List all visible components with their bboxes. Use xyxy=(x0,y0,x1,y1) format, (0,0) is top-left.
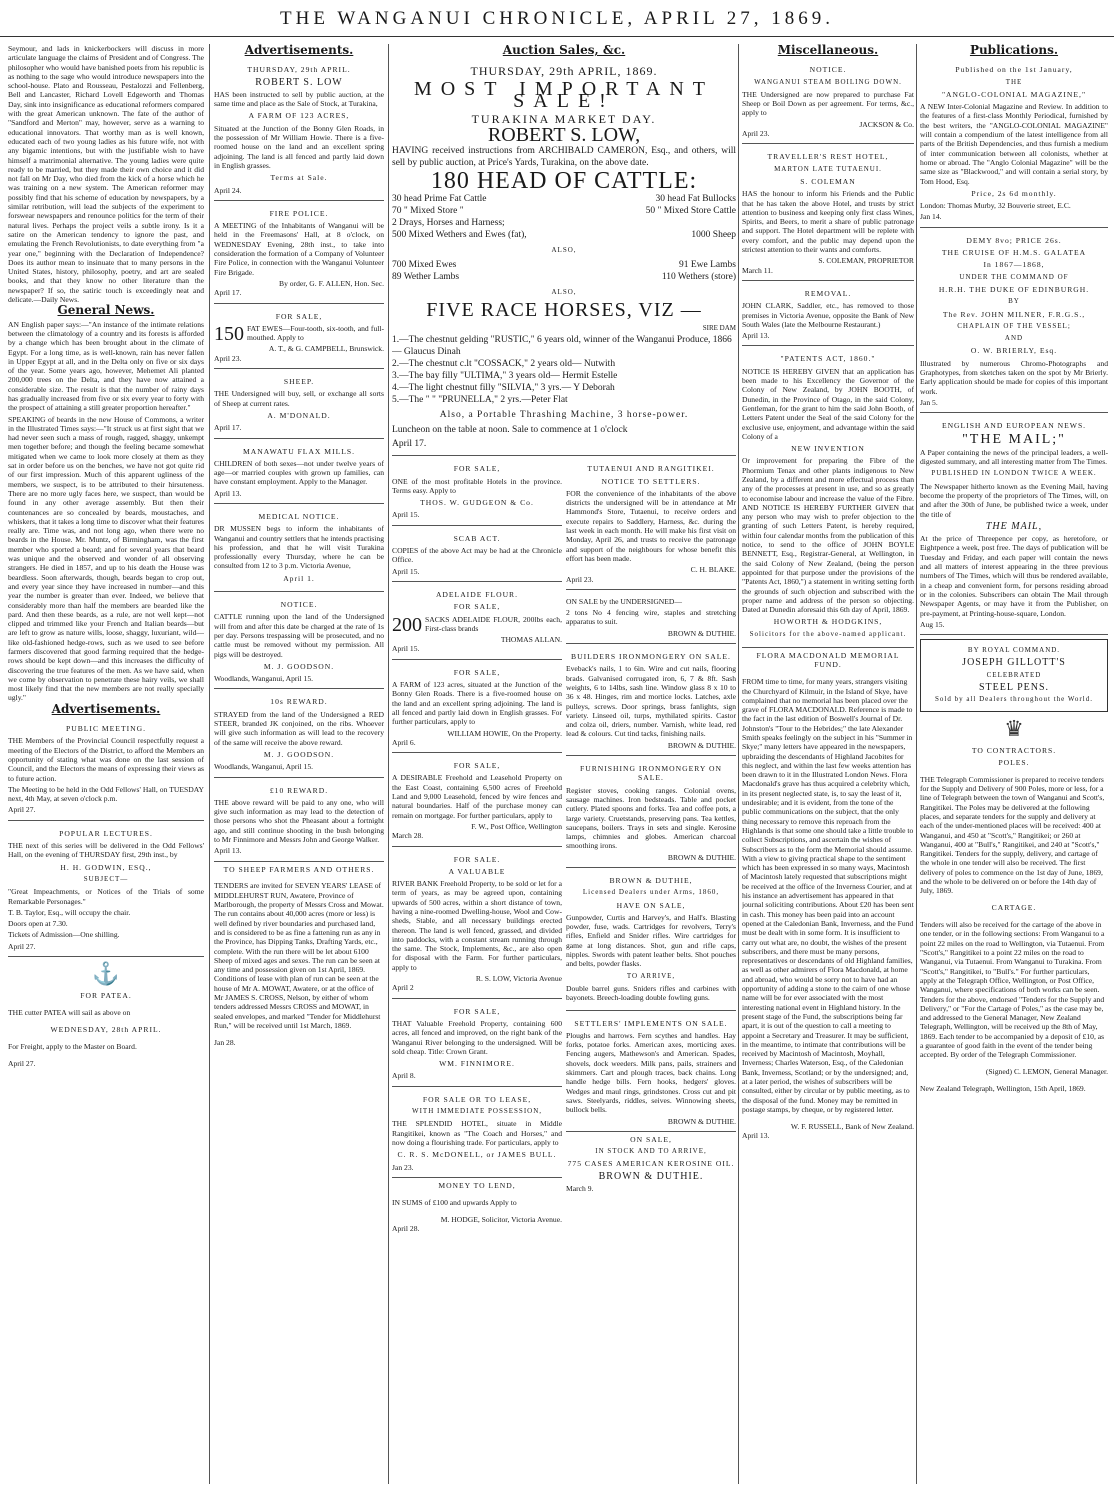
terms: Terms at Sale. xyxy=(270,173,328,183)
section-heading-publications: Publications. xyxy=(969,44,1059,57)
horses-list xyxy=(392,334,736,406)
sheep-line xyxy=(392,271,736,283)
ad-body: THE Undersigned are now prepared to purchase Fat Sheep or Boil Down as per agreement. For terms, &c., apply to xyxy=(742,89,914,118)
ad-signature: THOS. W. GUDGEON & Co. xyxy=(420,498,534,508)
ad-signature: W. F. RUSSELL, Bank of New Zealand. xyxy=(790,1121,914,1131)
auctioneer-name: ROBERT S. LOW xyxy=(255,76,343,88)
ad-date: April 8. xyxy=(392,1071,416,1081)
auctioneer-name: ROBERT S. LOW, xyxy=(487,124,641,147)
column-5-publications xyxy=(920,44,1108,1484)
ad-arms-dealers xyxy=(566,870,736,1011)
masthead-title: THE WANGANUI CHRONICLE, APRIL 27, 1869. xyxy=(280,8,834,29)
mail-title: THE MAIL, xyxy=(985,520,1043,532)
cattle-line-cell: 50 " Mixed Store Cattle xyxy=(645,206,736,217)
ad-date: April 27. xyxy=(8,941,36,951)
ad-flora-macdonald-fund xyxy=(742,651,914,1140)
ad-title: NOTICE. xyxy=(809,65,847,75)
ad-item-list: Register stoves, cooking ranges. Colonial ovens, sausage machines. Iron bedsteads. Table and pocket cutlery. Plated spoons and forks. Tea and coffee pots, a large variety. Cruetstands, preserving pans. Tea kettles, saucepans, boilers. Trays in sets and single. Kerosine lamps, chimnies and globes. American charcoal smoothing irons. xyxy=(566,785,736,851)
horses-headline: FIVE RACE HORSES, VIZ — xyxy=(426,299,702,322)
ad-date: April 27. xyxy=(8,805,36,815)
ad-body: A DESIRABLE Freehold and Leasehold Property on the East Coast, containing 6,500 acres of Freehold Land and 9,000 Leasehold, fenced by wire fences and natural boundaries. Half of the purchase money can remain on mortgage. For further particulars, apply to xyxy=(392,773,562,820)
ad-body: THAT Valuable Freehold Property, containing 600 acres, all fenced and improved, on the right bank of the Wanganui River belonging to the undersigned. Will be sold cheap. Title: Crown Grant. xyxy=(392,1018,562,1056)
ad-place: Woodlands, Wanganui, April 15. xyxy=(214,674,314,684)
ad-farm-auction xyxy=(214,59,384,201)
ad-title: SETTLERS' IMPLEMENTS ON SALE. xyxy=(574,1018,728,1028)
author-role: CHAPLAIN OF THE VESSEL; xyxy=(957,321,1071,330)
cattle-list xyxy=(392,193,736,241)
ad-title: TO CONTRACTORS. xyxy=(971,745,1057,755)
ad-title: FIRE POLICE. xyxy=(269,208,329,218)
cattle-headline: 180 HEAD OF CATTLE: xyxy=(430,168,698,195)
sire-dam-label: SIRE DAM xyxy=(702,324,736,333)
ad-most-important-sale xyxy=(392,59,736,456)
news-item-beards: SPEAKING of beards in the new House of Commons, a writer in the Illustrated Times says:—"It struck us at first sight that we had never seen such a mass of rough, ragged, shaggy, unkempt men together before; and though the feeling became somewhat mitigated when we came to look more closely at them as they sat in order before us on the benches, we have not got quite rid of our first impression. Much of this apparent ugliness of the members, we suspect, is to be attributed to their hirsuteness. There are no more ugly faces here, we suspect, than would be found in any other average assembly. But then their countenances are so concealed by beards, moustaches, and whiskers, that it takes a long time to discover what their features really are. Time was, and not long ago, when there were no beards in the House. Mr. Muntz, of Birmingham, was the first member who sported a beard; and for several years that beard was unique and the observed and wonder of all observing strangers. He died in 1857, and up to his death the House was beardless. Soon afterwards, though, beards began to crop out, and every year since they have increased in number—and this year the number is greater than ever. Indeed, we believe that considerably more than half the members are bearded like the pard. And then these beards, as a rule, are not well kept—not clipped and trimmed like your French and Italian beards—but are left to grow as nature wills, loose, shaggy, luxuriant, wild—like old-fashioned hedge-rows, such as we used to see before farmers discovered that good farming required that the hedge-rows should be kept down—and this increases the difficulty of discovering the true features of the men. As we have said, when we come by observation to penetrate these hairy veils, we shall most likely find that the new members are not really specially ugly." xyxy=(8,414,204,703)
ad-date: April 23. xyxy=(214,353,242,363)
luncheon-note: Luncheon on the table at noon. Sale to commence at 1 o'clock xyxy=(392,425,628,436)
ad-subtitle: WANGANUI STEAM BOILING DOWN. xyxy=(754,77,902,86)
ad-date: Jan 28. xyxy=(214,1037,236,1047)
ad-body: THE next of this series will be delivered in the Odd Fellows' Hall, on the evening of THURSDAY first, 29th inst., by xyxy=(8,841,204,860)
ad-farm-for-sale xyxy=(392,662,562,753)
auction-left-subcolumn xyxy=(392,458,562,1233)
ad-body: ON SALE by the UNDERSIGNED— xyxy=(566,596,683,606)
ad-body: Or improvement for preparing the Fibre of the Phormium Tenax and other plants indigenous to New Zealand, by a different and more effectual process than any of the processes at present in use, and so as greatly to economise labour and increase the value of the Fibre. AND NOTICE IS HEREBY FURTHER GIVEN that any person who may wish to prefer objection to the granting of such Letters Patent, is hereby required, within four calendar months from the publication of this notice, to send to the office of JOHN BOYLE BENNETT, Esq., Registrar-General, at Wellington, in the said Colony of New Zealand, (being the person appointed for that purpose under the provisions of the "Patents Act, 1860,") a statement in writing setting forth the grounds of such objection and subscribed with the proper name and address of the person so objecting. Dated at Dunedin aforesaid this 6th day of April, 1869. xyxy=(742,456,914,615)
ad-title: REMOVAL. xyxy=(804,288,852,298)
ad-body: COPIES of the above Act may be had at the Chronicle Office. xyxy=(392,546,562,565)
subject-label: SUBJECT— xyxy=(83,874,129,883)
sheep-line xyxy=(392,259,736,271)
sheep-line-cell: 700 Mixed Ewes xyxy=(392,260,457,271)
ad-river-bank-property xyxy=(392,849,562,999)
section-heading-advertisements: Advertisements. xyxy=(51,701,161,716)
ad-title: SHEEP. xyxy=(283,377,315,387)
ad-signature: BROWN & DUTHIE. xyxy=(598,1170,704,1182)
ad-date: Jan 14. xyxy=(920,212,942,222)
ad-furnishing-ironmongery xyxy=(566,758,736,868)
horse-line: 3.—The bay filly "ULTIMA," 3 years old— Hermit Estelle xyxy=(392,371,618,382)
section-heading-general-news: General News. xyxy=(57,303,155,318)
author-name: O. W. BRIERLY, Esq. xyxy=(970,346,1058,356)
ad-date: April 15. xyxy=(392,566,420,576)
ad-date: April 23. xyxy=(742,129,770,139)
masthead xyxy=(0,6,1114,37)
ad-signature: BROWN & DUTHIE. xyxy=(667,852,736,862)
farm-title: A FARM OF 123 ACRES, xyxy=(248,111,350,121)
ad-title: "ANGLO-COLONIAL MAGAZINE," xyxy=(941,89,1087,99)
ad-subtitle: POLES. xyxy=(998,757,1030,767)
ad-body: ONE of the most profitable Hotels in the province. Terms easy. Apply to xyxy=(392,476,562,495)
ad-title: FLORA MACDONALD MEMORIAL FUND. xyxy=(756,651,900,670)
ad-builders-ironmongery xyxy=(566,646,736,756)
ad-fencing-wire xyxy=(566,592,736,644)
ad-patents-act xyxy=(742,348,914,648)
ad-title: BUILDERS IRONMONGERY ON SALE. xyxy=(571,652,731,662)
ad-signature: BROWN & DUTHIE. xyxy=(667,740,736,750)
ad-title: MONEY TO LEND, xyxy=(438,1180,516,1190)
cattle-line-cell: 30 head Fat Bullocks xyxy=(655,194,736,205)
ad-body: RIVER BANK Freehold Property, to be sold or let for a term of years, as may be agreed upon, containing upwards of 500 acres, within a short distance of town, having a nine-roomed Dwelling-house, Wool and Cow-sheds, Stable, and all necessary buildings erected thereon. The land is well fenced, grassed, and divided into paddocks, with a constant stream running through the same. The Stock, Implements, &c., are also open for disposal with the Farm. For further particulars, apply to xyxy=(392,879,562,972)
ad-product: STEEL PENS. xyxy=(978,682,1050,694)
ad-body: HAS been instructed to sell by public auction, at the same time and place as the Sale of Stock, at Turakina, xyxy=(214,89,384,109)
ad-subtitle: UNDER THE COMMAND OF xyxy=(959,272,1069,281)
ad-item-list: Double barrel guns. Sniders rifles and carbines with bayonets. Breech-loading double fowling guns. xyxy=(566,983,736,1003)
cattle-line-cell: 1000 Sheep xyxy=(691,230,736,241)
ad-subtitle: H.R.H. THE DUKE OF EDINBURGH. xyxy=(938,284,1090,294)
sale-intro: HAVING received instructions from ARCHIBALD CAMERON, Esq., and others, will sell by public auction, at Price's Yards, Turakina, on the above date. xyxy=(392,146,736,169)
ad-signature: R. S. LOW, Victoria Avenue xyxy=(475,974,562,984)
ad-title: FOR SALE, xyxy=(453,761,501,771)
ad-adelaide-flour xyxy=(392,584,562,660)
ad-cattle-notice xyxy=(214,594,384,689)
ad-signature: HOWORTH & HODGKINS, xyxy=(773,617,883,627)
ad-signature: A. M'DONALD. xyxy=(267,410,331,420)
ad-signature-role: Solicitors for the above-named applicant. xyxy=(749,629,907,638)
ad-date: March 11. xyxy=(742,265,773,275)
ad-date: April 28. xyxy=(392,1223,420,1233)
ad-signature: S. COLEMAN, PROPRIETOR xyxy=(818,256,914,266)
ad-item-list: Eveback's nails, 1 to 6in. Wire and cut nails, flooring brads. Galvanised corrugated iron, 6, 7 & 8ft. Sash weights, 6 to 14lbs, sash line. Window glass 8 x 10 to 36 x 48. Hinges, rim and mortice locks. Latches, axle pulleys, screws. Door springs, brass fanlights, sign variety. Linseed oil, turps, mythilated spirits. Castor and colza oil, driers, number. Varnish, white lead, red lead & colours. Cut tind tacks, finishing nails. xyxy=(566,664,736,739)
ad-subtitle: In 1867—1868, xyxy=(983,260,1045,270)
lecturer-name: H. H. GODWIN, ESQ., xyxy=(60,862,152,872)
ad-title: BROWN & DUTHIE, xyxy=(609,875,693,885)
column-rule xyxy=(738,44,739,1484)
ad-signature: BROWN & DUTHIE. xyxy=(667,628,736,638)
ad-body: DR MUSSEN begs to inform the inhabitants of Wanganui and country settlers that he intends practising his profession, and that he will visit Turakina professionally every Thursday, where he can be consulted from 12 to 3 p.m. Victoria Avenue, xyxy=(214,524,384,571)
cattle-line-cell: 30 head Prime Fat Cattle xyxy=(392,194,487,205)
ad-footer: Sold by all Dealers throughout the World. xyxy=(935,695,1093,704)
ad-subtitle: A VALUABLE xyxy=(448,866,506,876)
cattle-line xyxy=(392,229,736,241)
ad-title: ON SALE, xyxy=(630,1134,672,1144)
royal-command: BY ROYAL COMMAND. xyxy=(967,646,1061,655)
ad-body: A FARM of 123 acres, situated at the Junction of the Bonny Glen Roads. There is a five-roomed house on the land and an excellent spring adjoining. The land is all fenced and partly laid down in English grasses. For further particulars, apply to xyxy=(392,680,562,727)
sheep-line-cell: 110 Wethers (store) xyxy=(661,272,736,283)
horse-line: 2.—The chestnut c.lt "COSSACK," 2 years old— Nutwith xyxy=(392,359,616,370)
ad-subtitle: TO ARRIVE, xyxy=(626,971,676,980)
ad-date: April 13. xyxy=(742,1131,770,1141)
ad-subtitle: FOR SALE, xyxy=(453,602,501,612)
publisher: London: Thomas Murby, 32 Bouverie street, E.C. xyxy=(920,201,1071,211)
also-label: ALSO, xyxy=(551,246,577,255)
horse-line: 5.—The " " "PRUNELLA," 2 yrs.—Peter Flat xyxy=(392,395,568,406)
ad-body: FOR the convenience of the inhabitants of the above districts the undersigned will be in attendance at Mr Hammond's Store, Tutaenui, to receive orders and execute repairs to Saddlery, Harness, &c. during the last week in each month. He will make his first visit on Monday, April 26, and trusts to receive the patronage and support of the neighbours for whose benefit this effort has been made. xyxy=(566,488,736,563)
ad-body: THE above reward will be paid to any one, who will give such information as may lead to the detection of those persons who shot the Pheasant about a fortnight ago, and still continue shooting in the bush belonging to Mr Finnimore and Messrs John and George Walker. xyxy=(214,797,384,844)
ad-signature: By order, G. F. ALLEN, Hon. Sec. xyxy=(279,278,384,288)
column-1 xyxy=(8,44,204,1484)
column-rule xyxy=(388,44,389,1484)
ad-to-contractors xyxy=(920,716,1108,1094)
publication-date: Published on the 1st January, xyxy=(955,65,1073,75)
ad-date: April 17. xyxy=(392,439,427,450)
ad-title: "PATENTS ACT, 1860." xyxy=(780,354,876,364)
author-name: The Rev. JOHN MILNER, F.R.G.S., xyxy=(942,309,1086,319)
ad-scab-act xyxy=(392,528,562,582)
ad-date: April 13. xyxy=(742,331,770,341)
ad-subtitle: HAVE ON SALE, xyxy=(616,900,686,910)
ad-signature: A. T., & G. CAMPBELL, Brunswick. xyxy=(268,344,384,354)
sale-headline: MOST IMPORTANT SALE! xyxy=(413,78,715,113)
flour-count: 200 xyxy=(392,613,422,636)
ad-body: CATTLE running upon the land of the Undersigned will from and after this date be charged at the rate of 1s per day. Persons trespassing will be prosecuted, and no cattle must be removed without my permission. All pigs will be destroyed. xyxy=(214,612,384,659)
ad-date: April 1. xyxy=(283,573,315,583)
ad-date: April 17. xyxy=(214,288,242,298)
ad-body: HAS the honour to inform his Friends and the Public that he has taken the above Hotel, and trusts by strict attention to business and keeping only first class Wines, Spirits, and Beers, to merit a share of public patronage and support. The Hotel department will be replete with every comfort, and the public may depend upon the strictest attention to their wants and comforts. xyxy=(742,189,914,255)
ad-subtitle: Licensed Dealers under Arms, 1860, xyxy=(582,888,720,897)
sheep-line-cell: 91 Ewe Lambs xyxy=(679,260,736,271)
ad-title: NOTICE. xyxy=(280,600,318,610)
ad-anglo-colonial-magazine xyxy=(920,59,1108,227)
ad-signature: C. H. BLAKE. xyxy=(690,565,736,575)
ad-for-patea xyxy=(8,961,204,1068)
ad-title: THE CRUISE OF H.M.S. GALATEA xyxy=(941,248,1087,258)
ad-title: £10 REWARD. xyxy=(269,785,329,795)
chair-note: T. B. Taylor, Esq., will occupy the chair. xyxy=(8,907,131,917)
ad-body: At the price of Threepence per copy, as heretofore, or Eightpence a week, post free. The days of publication will be Tuesday and Friday, and each paper will contain the news and all matters of interest appearing in the three previous numbers of The Times, which will thus be rendered available, in a cheap and convenient form, for persons residing abroad or in the colonies. Subscribers can obtain The Mail through Newspaper Agents, or may have it from the Publisher, on pre-payment, at Printing-house-square, London. xyxy=(920,534,1108,618)
ad-body: SACKS ADELAIDE FLOUR, 200lbs each, First-class brands xyxy=(425,614,562,633)
ad-signature: M. HODGE, Solicitor, Victoria Avenue. xyxy=(440,1214,562,1224)
ad-date: March 28. xyxy=(392,831,424,841)
ad-body: Illustrated by numerous Chromo-Photographs and Graphotypes, from sketches taken on the spot by Mr Brierly. Early application should be made for copies of this important work. xyxy=(920,358,1108,396)
ad-subtitle: IN STOCK AND TO ARRIVE, xyxy=(595,1147,707,1156)
ad-body: THE Undersigned will buy, sell, or exchange all sorts of Sheep at current rates. xyxy=(214,389,384,408)
ad-body: NOTICE IS HEREBY GIVEN that an application has been made to his Excellency the Governor of the Colony of New Zealand, by JOHN BOOTH, of Dunedin, in the Province of Otago, in the said Colony, Gentleman, for the grant to him the said John Booth, of Letters Patent under the Seal of the said Colony for the exclusive use, enjoyment, and advantage within the said Colony of a xyxy=(742,366,914,441)
ad-date: Jan 5. xyxy=(920,397,938,407)
ship-icon: ⚓ xyxy=(92,961,120,987)
ad-body: THE SPLENDID HOTEL, situate in Middle Rangitikei, known as "The Coach and Horses," and now doing a flourishing trade. For particulars, apply to xyxy=(392,1119,562,1147)
ad-signature: F. W., Post Office, Wellington xyxy=(471,821,562,831)
column-rule xyxy=(916,44,917,1484)
ad-body: STRAYED from the land of the Undersigned a RED STEER, branded JK conjoined, on the ribs. Whoever will give such information as will lead to the recovery of the same will receive the above reward. xyxy=(214,709,384,747)
ad-signature: THOMAS ALLAN. xyxy=(500,635,562,645)
ad-title: FOR SALE, xyxy=(453,667,501,677)
ad-body: The Meeting to be held in the Odd Fellows' Hall, on TUESDAY next, 4th May, at seven o'clock p.m. xyxy=(8,784,204,804)
ad-signature: M. J. GOODSON. xyxy=(263,661,335,671)
ad-10s-reward xyxy=(214,691,384,777)
section-heading-advertisements: Advertisements. xyxy=(244,44,354,57)
cattle-line-cell: 70 " Mixed Store " xyxy=(392,206,464,217)
column-rule xyxy=(209,44,210,1484)
ad-body: THE cutter PATEA will sail as above on xyxy=(8,1007,131,1017)
ad-flax-mills xyxy=(214,441,384,504)
section-heading-auction-sales: Auction Sales, &c. xyxy=(502,44,626,57)
ad-title: MANAWATU FLAX MILLS. xyxy=(243,446,355,456)
ad-subtitle: CELEBRATED xyxy=(986,670,1042,679)
ad-tutaenui-rangitikei xyxy=(566,458,736,590)
ad-body: Tenders will also be received for the cartage of the above in one tender, or in the following sections: From Wanganui to a point 22 miles on the road to Wellington, via Tutaenui. From "Scott's," Rangitikei to a point 22 miles on the road to Wanganui, via Tutaenui. From Wanganui to Turakina. From "Scott's," Rangitikei, to "Bull's." For further particulars, apply at the Telegraph Office, Wellington, or Post Office, Wanganui, where specifications of both works can be seen. Tenders for the above, endorsed "Tenders for the Supply and Delivery," or "For the Cartage of Poles," as the case may be, and addressed to the General Manager, New Zealand Telegraph, Wellington, will be received up the 8th of May, 1869. Each tender to be accompanied by a deposit of £10, as a guarantee of good faith in the event of the tender being accepted. By order of the Telegraph Commissioner. xyxy=(920,920,1105,1060)
ad-date: April 13. xyxy=(214,488,242,498)
royal-crest-icon: ♛ xyxy=(1004,715,1024,741)
ad-fire-police xyxy=(214,203,384,304)
sheep-list xyxy=(392,259,736,283)
ad-date: April 15. xyxy=(392,644,420,654)
ad-item-list: Gunpowder, Curtis and Harvey's, and Hall's. Blasting powder, fuse, wads. Cartridges for revolvers, Terry's rifles, Enfield and Snider rifles. Wire cartridges for game at long distances. Shot, gun and rifle caps, nipples. Swords with patent leather belts. Shot pouches and belts, powder flasks. xyxy=(566,912,736,969)
sheep-line-cell: 89 Wether Lambs xyxy=(392,272,460,283)
ad-title: FOR SALE OR TO LEASE, xyxy=(422,1094,532,1104)
ad-body: A MEETING of the Inhabitants of Wanganui will be held in the Freemasons' Hall, at 8 o'clock, on WEDNESDAY Evening, 28th inst., to take into consideration the formation of a Company of Volunteer Fire Police, in connection with the Wanganui Volunteer Fire Brigade. xyxy=(214,221,384,277)
ad-place: Woodlands, Wanganui, April 15. xyxy=(214,762,314,772)
mail-title: "THE MAIL;" xyxy=(962,431,1066,447)
ad-subtitle: PUBLISHED IN LONDON TWICE A WEEK. xyxy=(931,469,1097,478)
freight-note: For Freight, apply to the Master on Board. xyxy=(8,1041,137,1051)
ad-body: THE Members of the Provincial Council respectfully request a meeting of the Electors of the District, to afford the Members an opportunity of stating what was done on the last session of Council, and the Electors the means of expressing their views as to future action. xyxy=(8,736,204,783)
ad-place: New Zealand Telegraph, Wellington, 15th April, 1869. xyxy=(920,1084,1086,1094)
ad-title: ENGLISH AND EUROPEAN NEWS. xyxy=(941,421,1087,431)
ad-body: Situated at the Junction of the Bonny Glen Roads, in the possession of Mr William Howie. There is a five-roomed house on the land and an excellent spring adjoining. The land is all fenced and partly laid down in English grasses. xyxy=(214,123,384,170)
column-3-auction-sales xyxy=(392,44,736,1484)
ad-body: A Paper containing the news of the principal leaders, a well-digested summary, and all interesting matter from The Times. xyxy=(920,447,1108,467)
ad-popular-lectures xyxy=(8,823,204,957)
ad-the-mail xyxy=(920,415,1108,635)
ad-item-list: Ploughs and harrows. Fern scythes and handles. Hay forks, potatoe forks. American axes, morticing axes. Fencing augers, Mathewson's and American. Spades, shovels, dock weeders. Milk pans, pails, strainers and skimmers. Cart and plough traces, back chains. Long handle hedge bills. Fern hooks, hedgers' gloves. Wedges and maul rings, grindstones. Cross cut and pit saws. Steelyards, riddles, seives. Winnowing sheets, bullock bells. xyxy=(566,1030,736,1115)
ad-subtitle: NEW INVENTION xyxy=(791,444,865,454)
ad-subtitle: NOTICE TO SETTLERS. xyxy=(601,476,701,486)
ad-title: PUBLIC MEETING. xyxy=(66,724,146,734)
ad-boiling-down xyxy=(742,59,914,144)
ad-settlers-implements xyxy=(566,1013,736,1132)
ad-fat-ewes xyxy=(214,306,384,369)
ad-item: 2 tons No 4 fencing wire, staples and stretching apparatus to suit. xyxy=(566,608,736,627)
ad-hotel-for-sale xyxy=(392,458,562,525)
ad-date: April 13. xyxy=(214,846,242,856)
ad-title: 10s REWARD. xyxy=(270,697,328,707)
auction-right-subcolumn xyxy=(566,458,736,1233)
ad-title: FOR SALE, xyxy=(275,311,323,321)
tickets-note: Tickets of Admission—One shilling. xyxy=(8,930,120,940)
article-continuation: Seymour, and lads in knickerbockers will discuss in more articulate language the claims of President and of Congress. The philosopher who would have banished poets from his republic is as nothing to the sage who would introduce newspapers into the school-house. Plato and Rousseau, Pestalozzi and Fellenberg, Bell and Lancaster, Richard Lovell Edgeworth and Thomas Day, sink into insignificance as educational reformers compared with the great American unknown. The fate of the author of "Sandford and Merton" may, however, serve as a warning to educational innovators. That worthy man as is well known, educated each of two young ladies as his future wife, not with any bigamic intentions, but with the justifiable wish to have himself a matrimonial alternative. The young ladies were quite ready to be married, but they made their own choice and it did not fall on Mr Day, who died from the kick of a horse which he was training on a new system. The American reformer may possibly find that his scheme of education by newspapers, by a similar retribution, will lead the subjects of the experiment to forswear newspapers and renounce politics for the term of their natural lives. Perhaps the project veils a subtle irony. Is it a satire on the American tendency to ignore the past, and emulating the French Revolutionists, to date everything from "a year one," beginning with the Declaration of Independence? Does its author mean to insinuate that to many persons in the United States, history, philosophy, poetry, and art are sealed books, and that they know no other literature than the newspaper? If so, the satiric touch is exceedingly neat and delicate.—Daily News. xyxy=(8,44,204,305)
ad-title: MEDICAL NOTICE. xyxy=(258,511,340,521)
ad-sheep-farmers xyxy=(214,865,384,1048)
ad-signature: M. J. GOODSON. xyxy=(263,749,335,759)
ad-subtitle: WITH IMMEDIATE POSSESSION, xyxy=(411,1107,543,1116)
ad-removal xyxy=(742,283,914,346)
section-heading-miscellaneous: Miscellaneous. xyxy=(777,44,879,57)
ad-date: March 9. xyxy=(566,1184,594,1193)
ad-signature: BROWN & DUTHIE. xyxy=(667,1116,736,1126)
ad-freehold-property xyxy=(392,1001,562,1087)
ad-body: FROM time to time, for many years, strangers visiting the Churchyard of Kilmuir, in the Island of Skye, have complained that no memorial has been placed over the grave of FLORA MACDONALD. Reference is made to the fact in the last edition of Boswell's Journal of Dr. Johnston's "Tour to the Hebrides;" the late Alexander Smith speaks feelingly on the subject in his "Summer in Skye;" many letters have appeared in the newspapers, upbraiding the descendants of Highland Jacobites for this neglect, and within the last few weeks attention has been drawn to it in the Illustrated London News. Flora Macdonald's grave has thus acquired a celebrity which, in its present neglected state, is, to say the least of it, undesirable; and it is evident, from the tone of the public communications on the subject, that the only thing necessary to remove this reproach from the Highlands is that some one should take a little trouble to collect Subscriptions, and ascertain the wishes of Subscribers as to the form the Memorial should assume. With a view to giving practical shape to the sentiment which has been expressed in so many ways, Macintosh of Macintosh lately requested that subscriptions might be received at the office of the Inverness Courier, and at his instance an advertisement has appeared in that journal soliciting contributions. About £20 has been sent in cash. This money has been paid into an account opened at the Caledonian Bank, Inverness, and the Fund must be dealt with in some form. It is insufficient to carry out what are, no doubt, the wishes of the present subscribers, and there must be many persons, representatives or descendants of old Highland families, as well as other admirers of Flora Macdonald, at home and abroad, who would be sorry not to have had an opportunity of adding a stone to the cairn of one whose name will be for ever associated with the most interesting national event in Highland history. In the present stage of the Fund, the subscriptions being far apart, it is out of the question to call a meeting to appoint a Secretary and Treasurer. It may be sufficient, in the meantime, to intimate that contributions will be received by Macintosh of Macintosh, Moyhall, Inverness; Charles Waterson, Esq., of the Caledonian Bank, Inverness, Scotland; or by the undersigned; and, at a later period, the wishes of subscribers will be consulted, either by circular or by public meeting, as to the disposal of the fund. Money may be remitted in postage stamps, by cheque, or by registered letter. xyxy=(742,677,914,1114)
ad-body: IN SUMS of £100 and upwards Apply to xyxy=(392,1197,517,1207)
ad-medical-notice xyxy=(214,506,384,592)
ewes-count: 150 xyxy=(214,322,244,345)
ad-title: POPULAR LECTURES. xyxy=(59,828,153,838)
ad-gillotts-pens xyxy=(920,639,1108,711)
lecture-subject: "Great Impeachments, or Notices of the Trials of some Remarkable Personages." xyxy=(8,887,204,906)
ad-title: FOR SALE, xyxy=(453,1006,501,1016)
ad-signature: JACKSON & Co. xyxy=(859,119,914,129)
auction-subcolumns xyxy=(392,458,736,1233)
ad-cruise-of-galatea xyxy=(920,230,1108,413)
ad-body: TENDERS are invited for SEVEN YEARS' LEASE of MIDDLEHURST RUN, Awatere, Province of Marlborough, the property of Messrs Cross and Mowat. The run contains about 40,000 acres (more or less) is well defined by river boundaries and purchased land, and is considered to be as fine a fattening run as any in the Province, has Dipping Tanks, Drafting Yards, etc., complete. With the run there will be let about 6100 Sheep of mixed ages and sexes. The run can be seen at any time and possession given on 1st April, 1869. Conditions of lease with plan of run can be seen at the house of Mr A. MOWAT, Awatere, or at the office of Mr JAMES S. CROSS, Nelson, by either of whom tenders addressed Messrs CROSS and MOWAT, in sealed envelopes, and marked "Tender for Middlehurst Run," will be received until 1st March, 1869. xyxy=(214,881,384,1030)
ad-sheep xyxy=(214,371,384,438)
ad-signature: WILLIAM HOWIE, On the Property. xyxy=(447,728,562,738)
ad-title: TO SHEEP FARMERS AND OTHERS. xyxy=(223,864,375,874)
cattle-line xyxy=(392,205,736,217)
cattle-line xyxy=(392,217,736,229)
price: Price, 2s 6d monthly. xyxy=(971,188,1057,198)
ad-body: The Newspaper hitherto known as the Evening Mail, having become the property of the proprietors of The Times, will, on and after the 30th of June, be published twice a week, under the title of xyxy=(920,481,1108,519)
ad-splendid-hotel xyxy=(392,1089,562,1178)
ad-body: A NEW Inter-Colonial Magazine and Review. In addition to the features of a first-class Monthly Periodical, furnished by the best writers, the "ANGLO-COLONIAL MAGAZINE" will contain a compendium of the latest intelligence from all parts of the British Dependencies, and thus furnish a medium of inter communication between all colonists, whether at home or abroad. The "Anglo Colonial Magazine" will be the same size as "Blackwood," and will contain a serial story, by Tom Hood, Esq. xyxy=(920,102,1108,186)
ad-body: CHILDREN of both sexes—not under twelve years of age—or married couples with grown up families, can have constant employment. Apply to the Manager. xyxy=(214,458,384,487)
ad-10-pound-reward xyxy=(214,780,384,862)
ad-body: 775 CASES AMERICAN KEROSINE OIL. xyxy=(567,1159,735,1169)
ad-day: THURSDAY, 29th APRIL. xyxy=(247,65,351,75)
ad-title: FURNISHING IRONMONGERY ON SALE. xyxy=(579,764,722,783)
ad-signature: WM. FINNIMORE. xyxy=(439,1059,515,1069)
ad-travellers-rest-hotel xyxy=(742,146,914,281)
cattle-line-cell: 500 Mixed Wethers and Ewes (fat), xyxy=(392,230,527,241)
ad-date: April 15. xyxy=(392,510,420,520)
ad-date: April 27. xyxy=(8,1058,36,1068)
ad-public-meeting xyxy=(8,718,204,821)
proprietor-name: S. COLEMAN xyxy=(800,176,856,186)
ad-signature: (Signed) C. LEMON, General Manager. xyxy=(985,1067,1108,1077)
column-2 xyxy=(214,44,384,1484)
ad-signature: C. R. S. McDONELL, or JAMES BULL. xyxy=(397,1150,557,1160)
sale-day: THURSDAY, 29th APRIL, 1869. xyxy=(470,64,658,79)
also-label: ALSO, xyxy=(551,288,577,297)
article-word: THE xyxy=(1005,77,1023,86)
market-day: TURAKINA MARKET DAY. xyxy=(471,112,657,127)
by-label: BY xyxy=(1008,297,1020,306)
ad-subtitle: CARTAGE. xyxy=(991,903,1037,913)
ad-title: JOSEPH GILLOTT'S xyxy=(962,657,1066,669)
ad-date: Aug 15. xyxy=(920,619,945,629)
ad-date: April 23. xyxy=(566,574,594,584)
and-label: AND xyxy=(1004,334,1024,343)
ad-title: TUTAENUI AND RANGITIKEI. xyxy=(587,464,715,474)
column-4-miscellaneous xyxy=(742,44,914,1484)
ad-date: April 6. xyxy=(392,737,416,747)
thrashing-machine: Also, a Portable Thrashing Machine, 3 horse-power. xyxy=(439,410,689,421)
ad-title: SCAB ACT. xyxy=(453,533,501,543)
ad-title: TRAVELLER'S REST HOTEL, xyxy=(767,152,889,162)
price: DEMY 8vo; PRICE 26s. xyxy=(966,235,1062,245)
news-item-egypt: AN English paper says:—"An instance of the intimate relations between the climatology of a country and its forests is afforded by a change which has been brought about in the climate of Egypt. For a long time, as is well-known, rain has never fallen in Upper Egypt at all, and in the Delta only on five or six days of the year. Some years ago, however, Mehemet Ali planted 200,000 trees on the Delta, and they have now attained a considerable size. The result is that the number of rainy days has gradually increased from five or six every year to forty with the prospect of attaining a still greater proportion hereafter." xyxy=(8,319,204,413)
ad-date: April 2 xyxy=(392,983,414,993)
ad-date: April 17. xyxy=(214,423,242,433)
ad-body: FAT EWES—Four-tooth, six-tooth, and full-mouthed. Apply to xyxy=(247,323,384,343)
ad-date: April 24. xyxy=(214,185,242,195)
sailing-day: WEDNESDAY, 28th APRIL. xyxy=(50,1024,162,1034)
cattle-line-cell: 2 Drays, Horses and Harness; xyxy=(392,218,505,229)
ad-kerosine xyxy=(566,1135,736,1193)
cattle-line xyxy=(392,193,736,205)
ad-east-coast-property xyxy=(392,755,562,846)
ad-date: Jan 23. xyxy=(392,1162,414,1172)
doors-note: Doors open at 7.30. xyxy=(8,919,68,929)
ad-body: JOHN CLARK, Saddler, etc., has removed to those premises in Victoria Avenue, opposite the Bank of New South Wales (late the Melbourne Restaurant.) xyxy=(742,301,914,329)
horse-line: 1.—The chestnut gelding "RUSTIC," 6 years old, winner of the Wanganui Produce, 1866— Glaucus Dinah xyxy=(392,335,732,358)
ad-subtitle: MARTON LATE TUTAENUI. xyxy=(774,164,882,173)
ad-title: FOR SALE. xyxy=(453,854,501,864)
horse-line: 4.—The light chestnut filly "SILVIA," 3 yrs.— Y Deborah xyxy=(392,383,615,394)
ad-title: ADELAIDE FLOUR. xyxy=(435,589,519,599)
ad-title: FOR PATEA. xyxy=(80,991,132,1001)
page-columns xyxy=(8,44,1108,1484)
ad-title: FOR SALE, xyxy=(453,464,501,474)
ad-money-to-lend xyxy=(392,1181,562,1233)
ad-body: THE Telegraph Commissioner is prepared to receive tenders for the Supply and Delivery of 900 Poles, more or less, for a line of Telegraph between the town of Wanganui and Scott's, Rangitikei. The Poles may be delivered at the following places, and separate tenders for the supply and delivery at each of the under-mentioned places will be received: 400 at Wanganui, and 450 at "Scott's," Rangitikei; or 260 at Wanganui, 400 at "Bull's," Rangitikei, and 240 at "Scott's," Rangitikei. Tenders for the supply, delivery, and cartage of the whole in one tender will also be received. The first delivery of poles to commence on the 1st day of June, 1869, and the whole to be delivered on or before the 14th day of July, 1869. xyxy=(920,774,1105,896)
